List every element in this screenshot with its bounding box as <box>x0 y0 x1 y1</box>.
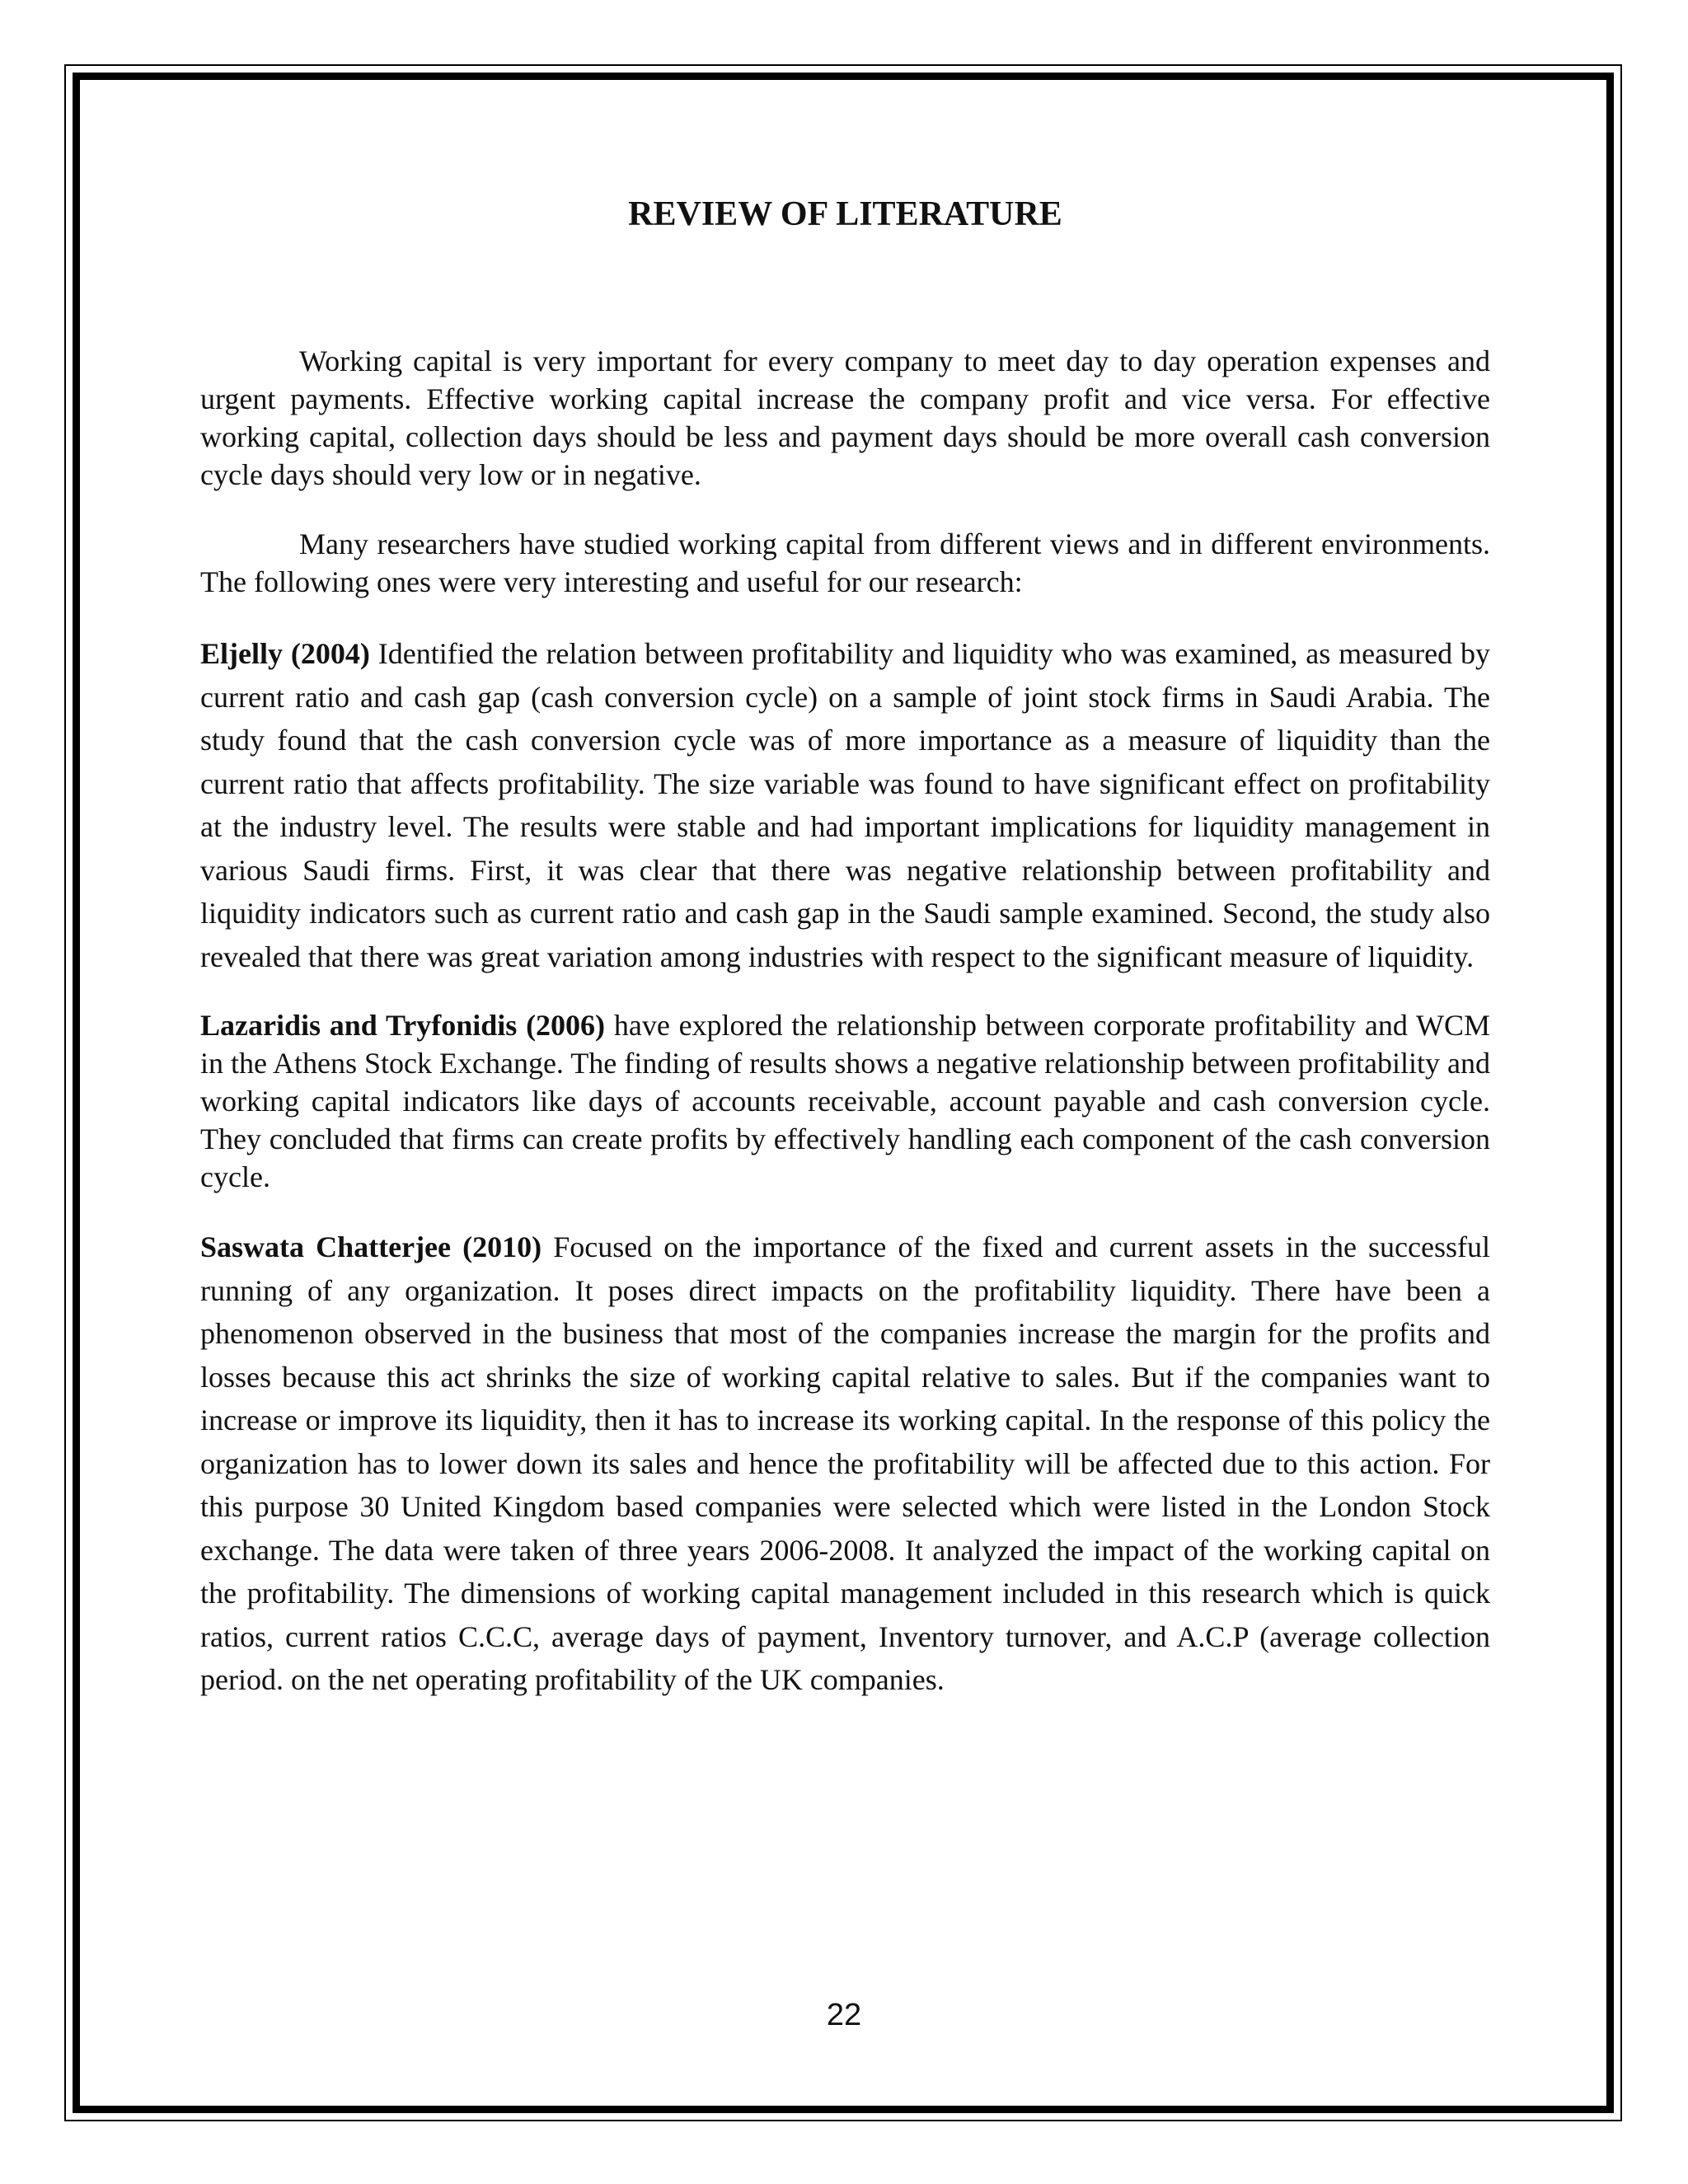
intro-paragraph-1: Working capital is very important for every company to meet day to day operation expenses and urgent payments. Effective working capital increase the company profit and vice versa. For effective working capital, collection days should be less and payment days should be more overall cash conversion cycle days should very low or in negative. <box>200 344 1490 491</box>
review-paragraph-eljelly <box>200 632 1490 978</box>
page-content <box>200 190 1490 1702</box>
review-author-lazaridis: Lazaridis and Tryfonidis (2006) <box>200 1009 606 1042</box>
review-text-eljelly: Identified the relation between profitability and liquidity who was examined, as measured by current ratio and cash gap (cash conversion cycle) on a sample of joint stock firms in Saudi Arabia. The study found that the cash conversion cycle was of more importance as a measure of liquidity than the current ratio that affects profitability. The size variable was found to have significant effect on profitability at the industry level. The results were stable and had important implications for liquidity management in various Saudi firms. First, it was clear that there was negative relationship between profitability and liquidity indicators such as current ratio and cash gap in the Saudi sample examined. Second, the study also revealed that there was great variation among industries with respect to the significant measure of liquidity. <box>200 637 1491 973</box>
intro-paragraph-2: Many researchers have studied working capital from different views and in different environments. The following ones were very interesting and useful for our research: <box>200 527 1490 598</box>
review-paragraph-chatterjee <box>200 1226 1490 1702</box>
page-title: REVIEW OF LITERATURE <box>628 195 1062 233</box>
page-number: 22 <box>826 1998 862 2032</box>
review-text-chatterjee: Focused on the importance of the fixed and current assets in the successful running of any organization. It poses direct impacts on the profitability liquidity. There have been a phenomenon observed in the business that most of the companies increase the margin for the profits and losses because this act shrinks the size of working capital relative to sales. But if the companies want to increase or improve its liquidity, then it has to increase its working capital. In the response of this policy the organization has to lower down its sales and hence the profitability will be affected due to this action. For this purpose 30 United Kingdom based companies were selected which were listed in the London Stock exchange. The data were taken of three years 2006-2008. It analyzed the impact of the working capital on the profitability. The dimensions of working capital management included in this research which is quick ratios, current ratios C.C.C, average days of payment, Inventory turnover, and A.C.P (average collection period. on the net operating profitability of the UK companies. <box>200 1230 1490 1696</box>
review-text-lazaridis: have explored the relationship between corporate profitability and WCM in the Athens Stock Exchange. The finding of results shows a negative relationship between profitability and working capital indicators like days of accounts receivable, account payable and cash conversion cycle. They concluded that firms can create profits by effectively handling each component of the cash conversion cycle. <box>200 1009 1491 1193</box>
review-author-chatterjee: Saswata Chatterjee (2010) <box>200 1230 542 1263</box>
review-paragraph-lazaridis <box>200 1006 1490 1196</box>
review-author-eljelly: Eljelly (2004) <box>200 637 370 670</box>
